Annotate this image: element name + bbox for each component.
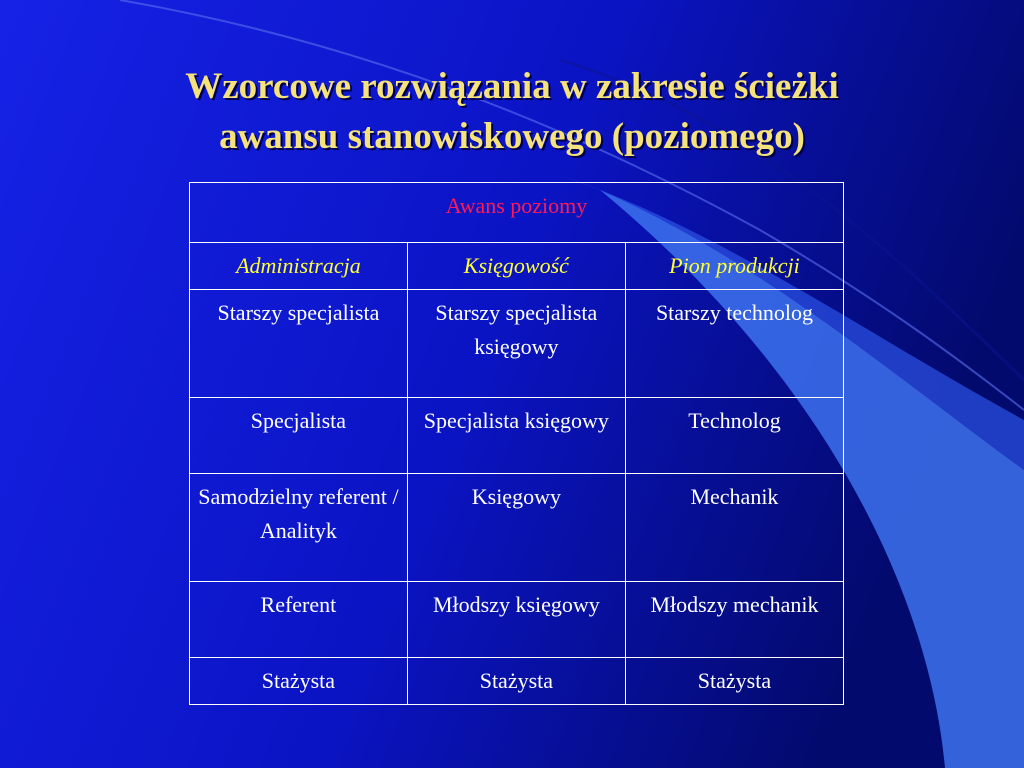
- table-cell: Starszy specjalista: [190, 290, 408, 398]
- table-cell: Referent: [190, 582, 408, 658]
- table-cell: Księgowy: [407, 474, 625, 582]
- table-cell: Młodszy mechanik: [625, 582, 843, 658]
- table-cell: Samodzielny referent / Analityk: [190, 474, 408, 582]
- table-row: [190, 582, 844, 658]
- table-cell: Młodszy księgowy: [407, 582, 625, 658]
- table-cell: Stażysta: [407, 658, 625, 705]
- table-caption: Awans poziomy: [190, 183, 844, 243]
- table-cell: Starszy specjalista księgowy: [407, 290, 625, 398]
- table-row: [190, 658, 844, 705]
- table-row: [190, 290, 844, 398]
- table-row: [190, 398, 844, 474]
- slide-title-line-2: awansu stanowiskowego (poziomego): [219, 116, 805, 157]
- slide-title-line-1: Wzorcowe rozwiązania w zakresie ścieżki: [185, 66, 839, 107]
- table-cell: Specjalista księgowy: [407, 398, 625, 474]
- slide-title: [0, 62, 1024, 162]
- promotion-table: [189, 182, 844, 705]
- table-cell: Stażysta: [190, 658, 408, 705]
- table-row: [190, 474, 844, 582]
- column-header-pion-produkcji: Pion produkcji: [625, 243, 843, 290]
- table-cell: Stażysta: [625, 658, 843, 705]
- column-header-ksiegowosc: Księgowość: [407, 243, 625, 290]
- table-cell: Starszy technolog: [625, 290, 843, 398]
- table-cell: Technolog: [625, 398, 843, 474]
- table-cell: Mechanik: [625, 474, 843, 582]
- column-header-administracja: Administracja: [190, 243, 408, 290]
- table-cell: Specjalista: [190, 398, 408, 474]
